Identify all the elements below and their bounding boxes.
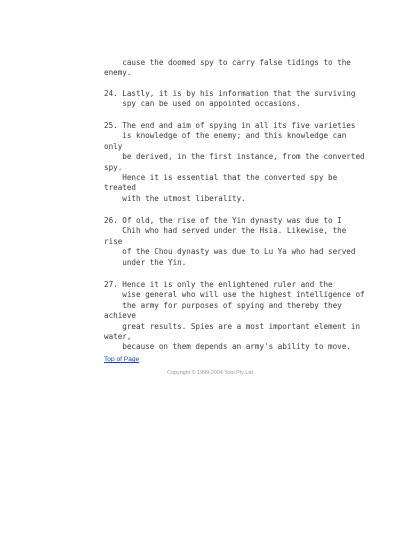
text-line: 26. Of old, the rise of the Yin dynasty was due to I [104, 216, 342, 225]
text-line: is knowledge of the enemy; and this knowledge can [104, 131, 347, 141]
text-line: rise [104, 236, 123, 246]
text-line: enemy. [104, 68, 132, 78]
text-line: great results. Spies are a most important element in [104, 321, 361, 331]
copyright-notice: Copyright © 1999-2004 Yoni Pty Ltd [167, 370, 253, 376]
text-line: under the Yin. [104, 257, 187, 267]
text-line: achieve [104, 311, 137, 321]
top-of-page-link[interactable]: Top of Page [104, 356, 140, 363]
text-line: of the Chou dynasty was due to Lu Ya who had served [104, 247, 356, 257]
text-line: treated [104, 183, 137, 193]
text-line: with the utmost liberality. [104, 193, 246, 203]
text-line: only [104, 141, 123, 151]
text-line: spy. [104, 162, 123, 172]
text-line: wise general who will use the highest intelligence of [104, 290, 365, 300]
text-line: 25. The end and aim of spying in all its five varieties [104, 121, 356, 130]
text-line: Chih who had served under the Hsia. Likewise, the [104, 226, 347, 236]
text-line: spy can be used on appointed occasions. [104, 99, 301, 109]
text-line: 24. Lastly, it is by his information that the surviving [104, 89, 356, 98]
text-line: because on them depends an army's ability to move. [104, 342, 351, 352]
text-line: cause the doomed spy to carry false tidings to the [104, 58, 351, 67]
text-line: 27. Hence it is only the enlightened ruler and the [104, 280, 333, 289]
text-line: the army for purposes of spying and thereby they [104, 300, 342, 310]
text-line: Hence it is essential that the converted spy be [104, 173, 338, 182]
text-line: be derived, in the first instance, from the converted [104, 152, 365, 162]
text-line: water, [104, 332, 132, 341]
